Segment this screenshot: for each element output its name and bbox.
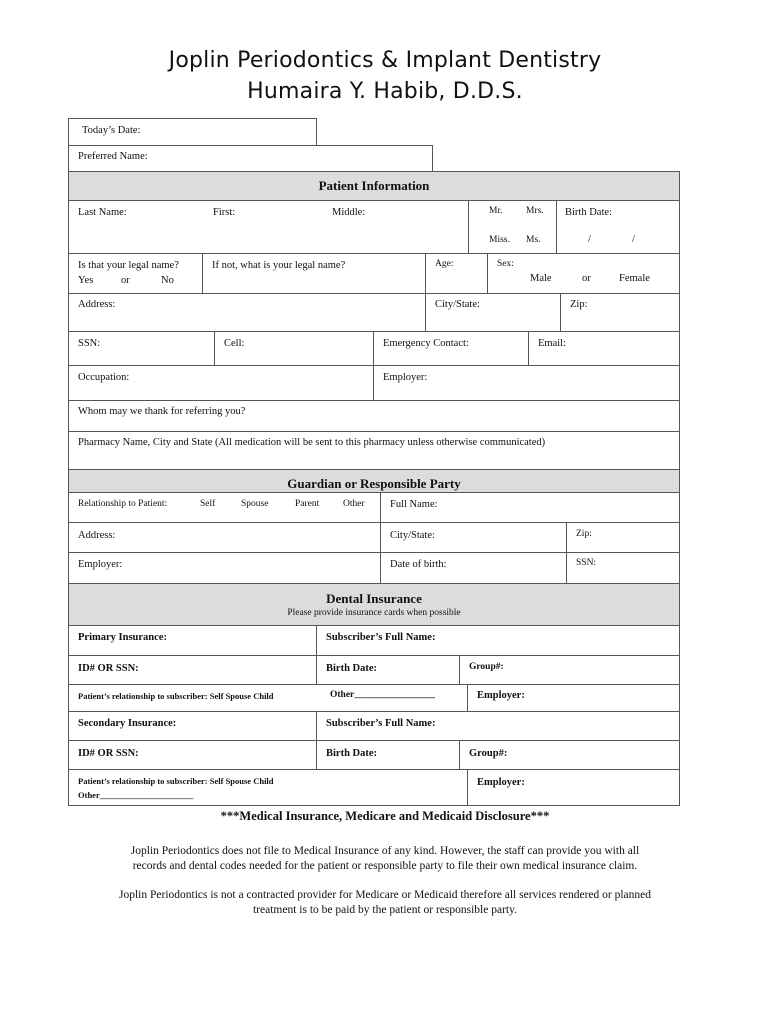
disclosure-paragraph-2-line-2: treatment is to be paid by the patient or responsible party. — [252, 904, 517, 916]
first-name-label: First: — [213, 207, 236, 218]
title-miss[interactable]: Miss. — [489, 235, 510, 245]
birth-date-slash-2: / — [632, 234, 635, 245]
disclosure-heading: ***Medical Insurance, Medicare and Medicaid Disclosure*** — [220, 809, 550, 823]
title-mr[interactable]: Mr. — [489, 206, 503, 216]
dental-insurance-heading-box — [68, 583, 680, 626]
legal-or-label: or — [121, 275, 130, 286]
cell-label: Cell: — [224, 338, 245, 349]
employer-label: Employer: — [383, 372, 428, 383]
guardian-city-state-label: City/State: — [390, 530, 435, 541]
referral-label: Whom may we thank for referring you? — [78, 406, 246, 417]
ssn-label: SSN: — [78, 338, 101, 349]
guardian-employer-label: Employer: — [78, 559, 123, 570]
emergency-contact-label: Emergency Contact: — [383, 338, 469, 349]
practice-name: Joplin Periodontics & Implant Dentistry — [168, 48, 602, 73]
legal-name-question: Is that your legal name? — [78, 260, 179, 271]
secondary-birth-date-label: Birth Date: — [326, 748, 378, 759]
relationship-other-option[interactable]: Other — [343, 499, 365, 509]
doctor-name: Humaira Y. Habib, D.D.S. — [247, 79, 523, 104]
patient-info-heading: Patient Information — [68, 171, 680, 201]
relationship-self-option[interactable]: Self — [200, 499, 216, 509]
birth-date-slash-1: / — [588, 234, 591, 245]
guardian-ssn-label: SSN: — [576, 558, 597, 568]
sex-or-label: or — [582, 273, 591, 284]
guardian-heading: Guardian or Responsible Party — [68, 469, 680, 493]
relationship-label: Relationship to Patient: — [78, 499, 168, 509]
primary-id-label: ID# OR SSN: — [78, 663, 139, 674]
legal-no-option[interactable]: No — [161, 275, 174, 286]
todays-date-label: Today’s Date: — [82, 125, 141, 136]
disclosure-paragraph-1-line-1: Joplin Periodontics does not file to Medical Insurance of any kind. However, the staff can provide you with all — [130, 845, 640, 857]
guardian-zip-label: Zip: — [576, 529, 592, 539]
primary-subscriber-label: Subscriber’s Full Name: — [326, 632, 436, 643]
primary-group-label: Group#: — [469, 662, 504, 672]
primary-relationship-other[interactable]: Other_________________ — [330, 690, 436, 700]
primary-relationship-label: Patient’s relationship to subscriber: Self Spouse Child — [78, 691, 274, 701]
disclosure-paragraph-2-line-1: Joplin Periodontics is not a contracted provider for Medicare or Medicaid therefore all services rendered or planned — [119, 889, 651, 901]
email-label: Email: — [538, 338, 566, 349]
legal-name-label: If not, what is your legal name? — [212, 260, 346, 271]
secondary-group-label: Group#: — [469, 748, 508, 759]
zip-label: Zip: — [570, 299, 588, 310]
primary-birth-date-label: Birth Date: — [326, 663, 378, 674]
secondary-employer-label: Employer: — [477, 777, 525, 788]
sex-female-option[interactable]: Female — [619, 273, 650, 284]
secondary-relationship-other[interactable]: Other______________________ — [78, 790, 194, 800]
age-label: Age: — [435, 259, 454, 269]
guardian-dob-label: Date of birth: — [390, 559, 447, 570]
guardian-full-name-label: Full Name: — [390, 499, 438, 510]
address-label: Address: — [78, 299, 116, 310]
city-state-label: City/State: — [435, 299, 480, 310]
secondary-relationship-label: Patient’s relationship to subscriber: Self Spouse Child — [78, 776, 274, 786]
birth-date-label: Birth Date: — [565, 207, 612, 218]
dental-insurance-heading: Dental Insurance — [326, 591, 422, 606]
preferred-name-label: Preferred Name: — [78, 151, 148, 162]
occupation-label: Occupation: — [78, 372, 130, 383]
last-name-label: Last Name: — [78, 207, 127, 218]
relationship-parent-option[interactable]: Parent — [295, 499, 320, 509]
title-ms[interactable]: Ms. — [526, 235, 541, 245]
sex-label: Sex: — [497, 259, 514, 269]
sex-male-option[interactable]: Male — [530, 273, 552, 284]
title-mrs[interactable]: Mrs. — [526, 206, 544, 216]
disclosure-paragraph-1-line-2: records and dental codes needed for the patient or responsible party to file their own medical insurance claim. — [132, 860, 638, 872]
primary-employer-label: Employer: — [477, 690, 525, 701]
legal-yes-option[interactable]: Yes — [78, 275, 94, 286]
relationship-spouse-option[interactable]: Spouse — [241, 499, 269, 509]
secondary-insurance-label: Secondary Insurance: — [78, 718, 177, 729]
secondary-subscriber-label: Subscriber’s Full Name: — [326, 718, 436, 729]
secondary-id-label: ID# OR SSN: — [78, 748, 139, 759]
primary-insurance-label: Primary Insurance: — [78, 632, 167, 643]
guardian-address-label: Address: — [78, 530, 116, 541]
dental-insurance-subheading: Please provide insurance cards when possible — [287, 608, 461, 618]
pharmacy-label: Pharmacy Name, City and State (All medication will be sent to this pharmacy unless otherwise communicated) — [78, 437, 546, 448]
middle-name-label: Middle: — [332, 207, 366, 218]
